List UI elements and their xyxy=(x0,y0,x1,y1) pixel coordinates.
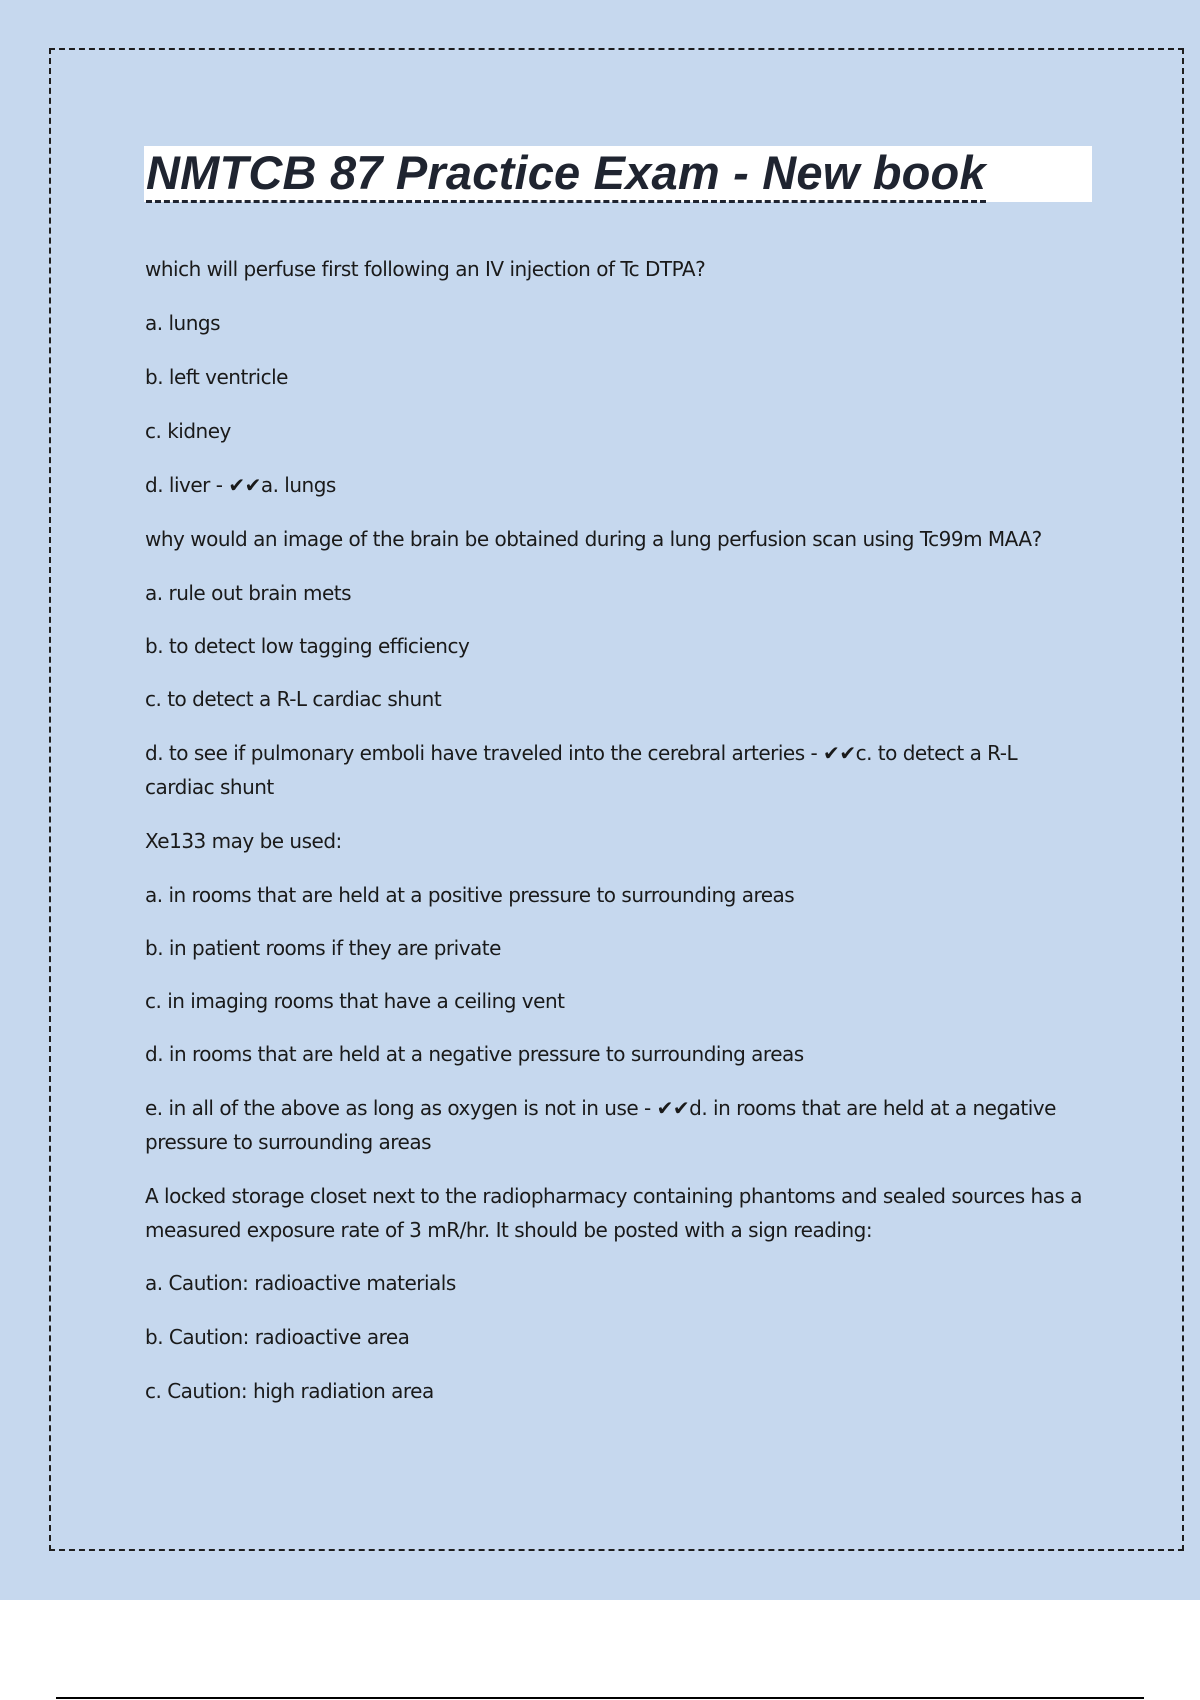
answer-option: c. Caution: high radiation area xyxy=(145,1379,434,1403)
answer-option: a. Caution: radioactive materials xyxy=(145,1271,456,1295)
answer-option: d. in rooms that are held at a negative pressure to surrounding areas xyxy=(145,1042,804,1066)
answer-option: a. rule out brain mets xyxy=(145,581,352,605)
answer-option-with-key: e. in all of the above as long as oxygen is not in use - ✔✔d. in rooms that are held at a negative pressure to surrounding areas xyxy=(145,1096,1056,1154)
question-2: why would an image of the brain be obtained during a lung perfusion scan using Tc99m MAA? xyxy=(145,527,1042,551)
question-3: Xe133 may be used: xyxy=(145,829,342,853)
answer-option: b. in patient rooms if they are private xyxy=(145,936,501,960)
answer-option: c. in imaging rooms that have a ceiling vent xyxy=(145,989,565,1013)
answer-option: b. to detect low tagging efficiency xyxy=(145,634,470,658)
question-4: A locked storage closet next to the radiopharmacy containing phantoms and sealed sources has a measured exposure rate of 3 mR/hr. It should be posted with a sign reading: xyxy=(145,1184,1082,1242)
answer-option: b. Caution: radioactive area xyxy=(145,1325,410,1349)
answer-option-with-key: d. liver - ✔✔a. lungs xyxy=(145,473,336,497)
question-1: which will perfuse first following an IV injection of Tc DTPA? xyxy=(145,257,706,281)
answer-option: a. lungs xyxy=(145,311,220,335)
answer-option: c. kidney xyxy=(145,419,231,443)
document-title: NMTCB 87 Practice Exam - New book xyxy=(146,146,986,203)
answer-option: c. to detect a R-L cardiac shunt xyxy=(145,687,442,711)
answer-option: a. in rooms that are held at a positive pressure to surrounding areas xyxy=(145,883,795,907)
answer-option: b. left ventricle xyxy=(145,365,288,389)
document-body xyxy=(145,252,1090,1428)
footer-rule xyxy=(56,1697,1144,1699)
answer-option-with-key: d. to see if pulmonary emboli have traveled into the cerebral arteries - ✔✔c. to detect a R-L cardiac shunt xyxy=(145,741,1018,799)
